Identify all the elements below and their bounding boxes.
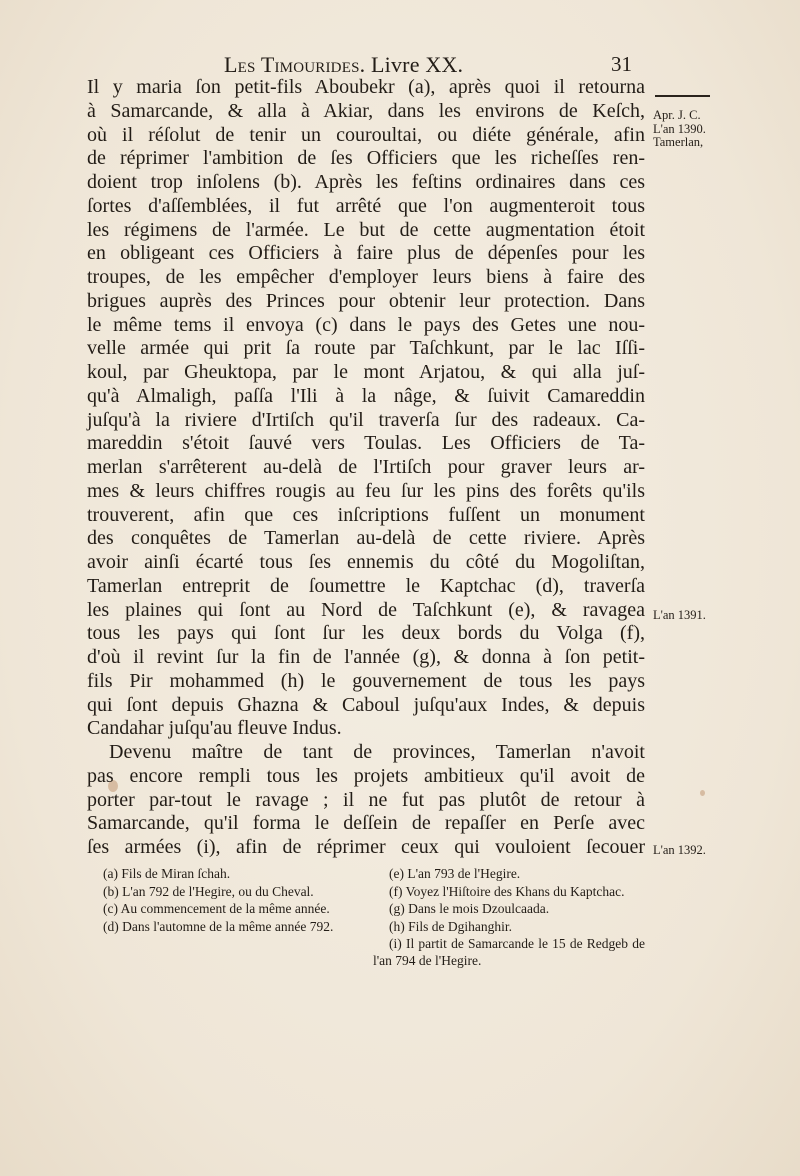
text-line: fils Pir mohammed (h) le gouvernement de tous les pays (87, 669, 645, 692)
footnotes-right (373, 866, 645, 970)
text-line: Samarcande, qu'il forma le deſſein de repaſſer en Perſe avec (87, 812, 645, 835)
text-line: ſes armées (i), afin de réprimer ceux qui vouloient ſecouer (87, 836, 645, 858)
running-header (224, 52, 463, 78)
text-line: d'où il revint ſur la fin de l'année (g), & donna à ſon petit- (87, 646, 645, 668)
margin-note-year: L'an 1392. (653, 843, 706, 857)
footnote: (a) Fils de Miran ſchah. (103, 866, 231, 881)
margin-note-year: L'an 1390. (653, 122, 706, 136)
footnote: (d) Dans l'automne de la même année 792. (103, 918, 334, 934)
margin-note-date: Apr. J. C. (653, 108, 701, 122)
page-number: 31 (611, 52, 632, 76)
text-line: en obligeant ces Officiers à faire plus de dépenſes pour les (87, 242, 645, 265)
footnote: (c) Au commencement de la même année. (103, 901, 330, 916)
text-line: Tamerlan entreprit de ſoumettre le Kaptchac (d), traverſa (87, 574, 645, 597)
text-line: Il y maria ſon petit-fils Aboubekr (a), après quoi il retourna (87, 76, 645, 98)
text-line: juſqu'à la riviere d'Irtiſch qu'il traverſa ſur des radeaux. Ca- (87, 408, 645, 431)
text-line: koul, par Gheuktopa, par le mont Arjatou, & qui alla juſ- (87, 361, 645, 383)
text-line: merlan s'arrêterent au-delà de l'Irtiſch pour graver leurs ar- (87, 456, 645, 478)
header-title-rest: Livre XX. (365, 52, 464, 77)
text-line: de réprimer l'ambition de ſes Officiers que les richeſſes ren- (87, 147, 645, 170)
text-line: les régimens de l'armée. Le but de cette augmentation étoit (87, 218, 645, 241)
footnote: (e) L'an 793 de l'Hegire. (389, 866, 521, 881)
header-title-caps: Les Timourides. (224, 52, 366, 77)
text-line: troupes, de les empêcher d'employer leurs biens à faire des (87, 266, 645, 288)
footnote: (h) Fils de Dgihanghir. (389, 918, 512, 934)
footnote: (f) Voyez l'Hiſtoire des Khans du Kaptchac. (389, 883, 625, 899)
text-line: porter par-tout le ravage ; il ne fut pas plutôt de retour à (87, 788, 645, 811)
footnote: (g) Dans le mois Dzoulcaada. (389, 901, 550, 916)
text-line: des conquêtes de Tamerlan au-delà de cette riviere. Après (87, 527, 645, 550)
footnote: (i) Il partit de Samarcande le 15 de Redgeb de l'an 794 de l'Hegire. (373, 936, 645, 968)
text-line: brigues auprès des Princes pour obtenir leur protection. Dans (87, 289, 645, 312)
text-line: où il réſolut de tenir un couroultai, ou diéte générale, afin (87, 123, 645, 146)
text-line: mes & leurs chiffres rougis au feu ſur les pins des forêts qu'ils (87, 479, 645, 502)
text-line: doient trop inſolens (b). Après les feſtins ordinaires dans ces (87, 171, 645, 193)
text-line: avoir ainſi écarté tous ſes ennemis du côté du Mogoliſtan, (87, 551, 645, 573)
text-line: tous les pays qui ſont ſur les deux bords du Volga (f), (87, 622, 645, 645)
margin-note-name: Tamerlan, (653, 135, 704, 149)
margin-rule (655, 95, 710, 97)
text-line: le même tems il envoya (c) dans le pays des Getes une nou- (87, 313, 645, 336)
footnote: (b) L'an 792 de l'Hegire, ou du Cheval. (103, 883, 314, 899)
text-line: pas encore rempli tous les projets ambitieux qu'il avoit de (87, 764, 645, 787)
text-line: qui ſont depuis Ghazna & Caboul juſqu'aux Indes, & depuis (87, 693, 645, 716)
text-line: qu'à Almaligh, paſſa l'Ili à la nâge, & ſuivit Camareddin (87, 384, 645, 407)
foxing-stain (700, 790, 705, 796)
text-line: les plaines qui ſont au Nord de Taſchkunt (e), & ravagea (87, 598, 645, 621)
body-text (87, 76, 645, 860)
text-line: trouverent, afin que ces inſcriptions fuſſent un monument (87, 503, 645, 526)
text-line: ſortes d'aſſemblées, il fut arrêté que l'on augmenteroit tous (87, 194, 645, 217)
text-line: Candahar juſqu'au fleuve Indus. (87, 717, 342, 740)
text-line: Devenu maître de tant de provinces, Tamerlan n'avoit (109, 741, 645, 763)
text-line: à Samarcande, & alla à Akiar, dans les environs de Keſch, (87, 99, 645, 122)
text-line: velle armée qui prit ſa route par Taſchkunt, par le lac Iſſi- (87, 337, 645, 360)
text-line: mareddin s'étoit ſauvé vers Toulas. Les Officiers de Ta- (87, 432, 645, 455)
footnotes-left (87, 866, 358, 936)
margin-note-year: L'an 1391. (653, 608, 706, 622)
